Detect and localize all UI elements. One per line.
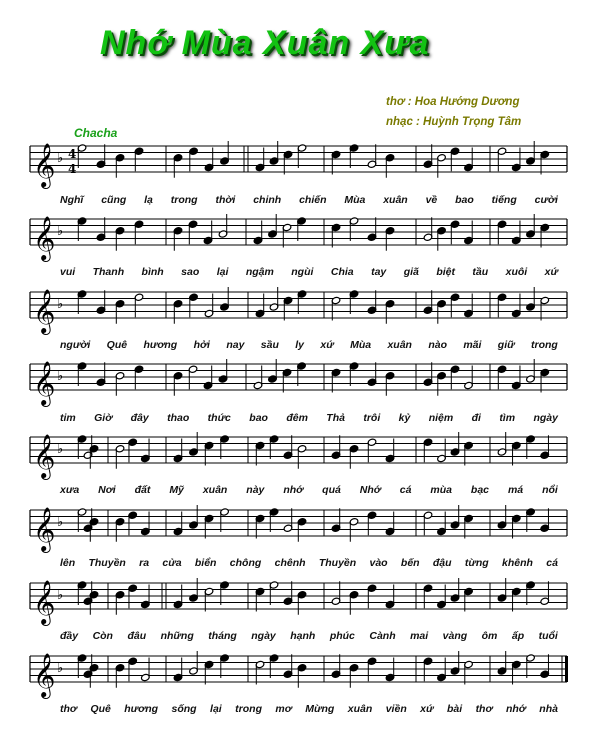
lyric-line — [60, 337, 558, 353]
lyric-syllable: vui — [60, 266, 76, 278]
lyric-syllable: từng — [464, 557, 489, 569]
lyric-syllable: Thuyền — [88, 557, 126, 569]
lyric-syllable: ấp — [511, 630, 525, 642]
lyric-syllable: này — [246, 484, 265, 496]
lyric-syllable: những — [160, 630, 194, 642]
poet-credit: thơ : Hoa Hướng Dương — [386, 96, 520, 108]
lyric-syllable: Thuyền — [318, 557, 357, 569]
lyric-syllable: đầy — [60, 630, 79, 642]
flat-icon: ♭ — [57, 588, 64, 603]
lyric-syllable: thời — [215, 194, 236, 206]
time-signature-bottom: 4 — [68, 162, 77, 176]
lyric-syllable: xứ — [544, 266, 558, 278]
lyric-syllable: đậu — [432, 557, 452, 569]
lyric-syllable: tiếng — [491, 194, 517, 206]
lyric-syllable: Giờ — [94, 412, 113, 424]
lyric-syllable: tháng — [208, 630, 237, 642]
lyric-syllable: Mừng — [305, 703, 335, 715]
lyric-syllable: hởi — [193, 339, 210, 351]
lyric-syllable: má — [507, 484, 524, 496]
flat-icon: ♭ — [57, 442, 64, 457]
song-title: Nhớ Mùa Xuân Xưa — [100, 24, 430, 62]
lyric-syllable: chông — [229, 557, 262, 569]
lyric-syllable: xuân — [387, 339, 412, 351]
lyric-syllable: chiến — [299, 194, 327, 206]
lyric-syllable: trong — [170, 194, 198, 206]
lyric-syllable: mãi — [463, 339, 482, 351]
lyric-syllable: mùa — [430, 484, 452, 496]
lyric-syllable: xuân — [383, 194, 408, 206]
treble-clef-icon: 𝄞 — [33, 434, 56, 478]
lyric-line — [60, 264, 558, 280]
lyric-syllable: Thanh — [92, 266, 125, 278]
lyric-syllable: nhà — [539, 703, 558, 715]
lyric-line — [60, 628, 558, 644]
lyric-syllable: bến — [400, 557, 420, 569]
treble-clef-icon: 𝄞 — [33, 216, 56, 260]
lyric-syllable: cá — [546, 557, 558, 569]
lyric-syllable: trong — [530, 339, 558, 351]
lyric-syllable: ly — [295, 339, 305, 351]
flat-icon: ♭ — [57, 515, 64, 530]
treble-clef-icon: 𝄞 — [33, 507, 56, 551]
lyric-syllable: lạ — [144, 194, 153, 206]
lyric-syllable: tầu — [472, 266, 489, 278]
lyric-line — [60, 410, 558, 426]
flat-icon: ♭ — [57, 297, 64, 312]
lyric-line — [60, 482, 558, 498]
lyric-syllable: chênh — [274, 557, 306, 569]
lyric-syllable: sao — [181, 266, 200, 278]
lyric-syllable: Mỹ — [169, 484, 184, 496]
lyric-syllable: ngày — [251, 630, 276, 642]
lyric-syllable: cá — [399, 484, 412, 496]
lyric-syllable: Nhớ — [359, 484, 381, 496]
lyric-syllable: ngùi — [291, 266, 314, 278]
lyric-line — [60, 192, 558, 208]
lyric-syllable: xuân — [202, 484, 228, 496]
flat-icon: ♭ — [57, 369, 64, 384]
lyric-syllable: xuôi — [505, 266, 528, 278]
lyric-syllable: Quê — [106, 339, 128, 351]
lyric-syllable: hương — [143, 339, 178, 351]
lyric-syllable: xuân — [347, 703, 373, 715]
lyric-syllable: lên — [60, 557, 76, 569]
lyric-syllable: tay — [371, 266, 387, 278]
lyric-syllable: về — [425, 194, 438, 206]
treble-clef-icon: 𝄞 — [33, 289, 56, 333]
lyric-syllable: Thả — [326, 412, 345, 424]
lyric-syllable: người — [60, 339, 91, 351]
lyric-syllable: chinh — [253, 194, 282, 206]
lyric-syllable: Mùa — [344, 194, 366, 206]
lyric-syllable: nổi — [542, 484, 558, 496]
lyric-syllable: mai — [410, 630, 429, 642]
lyric-syllable: giữ — [497, 339, 515, 351]
lyric-syllable: Cành — [369, 630, 396, 642]
lyric-syllable: Chia — [330, 266, 354, 278]
lyric-syllable: bình — [141, 266, 164, 278]
lyric-line — [60, 701, 558, 717]
lyric-syllable: quá — [322, 484, 341, 496]
lyric-syllable: cười — [534, 194, 558, 206]
lyric-syllable: Nơi — [98, 484, 116, 496]
final-barline-thick — [565, 656, 568, 682]
lyric-syllable: Mùa — [350, 339, 372, 351]
lyric-syllable: biệt — [436, 266, 455, 278]
lyric-syllable: đâu — [127, 630, 147, 642]
lyric-syllable: Còn — [92, 630, 113, 642]
lyric-syllable: ngậm — [245, 266, 274, 278]
lyric-syllable: lại — [210, 703, 222, 715]
lyric-syllable: đi — [471, 412, 481, 424]
lyric-syllable: nhớ — [283, 484, 304, 496]
lyric-syllable: ôm — [481, 630, 498, 642]
lyric-syllable: hương — [124, 703, 159, 715]
lyric-syllable: ra — [139, 557, 150, 569]
lyric-syllable: tìm — [499, 412, 516, 424]
lyric-syllable: xưa — [60, 484, 80, 496]
lyric-syllable: Nghĩ — [60, 194, 84, 206]
lyric-syllable: Quê — [90, 703, 111, 715]
lyric-syllable: hạnh — [290, 630, 316, 642]
lyric-syllable: sầu — [260, 339, 279, 351]
lyric-syllable: nào — [428, 339, 447, 351]
lyric-syllable: bao — [455, 194, 474, 206]
lyric-syllable: sống — [171, 703, 197, 715]
lyric-syllable: xứ — [420, 703, 434, 715]
lyric-syllable: giã — [403, 266, 419, 278]
lyric-syllable: niệm — [428, 412, 454, 424]
lyric-syllable: vàng — [442, 630, 468, 642]
lyric-syllable: thao — [167, 412, 190, 424]
lyric-syllable: đất — [134, 484, 151, 496]
tempo-style-label: Chacha — [74, 126, 118, 140]
lyric-line — [60, 555, 558, 571]
lyric-syllable: tim — [60, 412, 76, 424]
time-signature-top: 4 — [68, 147, 77, 161]
lyric-syllable: bài — [446, 703, 463, 715]
lyric-syllable: nhớ — [505, 703, 526, 715]
lyric-syllable: thức — [207, 412, 231, 424]
treble-clef-icon: 𝄞 — [33, 580, 56, 624]
lyric-syllable: lại — [216, 266, 229, 278]
composer-credit: nhạc : Huỳnh Trọng Tâm — [386, 116, 522, 128]
lyric-syllable: mơ — [275, 703, 292, 715]
lyric-syllable: trong — [235, 703, 262, 715]
treble-clef-icon: 𝄞 — [33, 143, 56, 187]
lyric-syllable: thơ — [475, 703, 493, 715]
flat-icon: ♭ — [57, 224, 64, 239]
lyric-syllable: cũng — [101, 194, 127, 206]
flat-icon: ♭ — [57, 151, 64, 166]
flat-icon: ♭ — [57, 661, 64, 676]
lyric-syllable: kỷ — [398, 412, 411, 424]
lyric-syllable: bao — [249, 412, 268, 424]
lyric-syllable: nay — [226, 339, 245, 351]
treble-clef-icon: 𝄞 — [33, 653, 56, 697]
lyric-syllable: thơ — [60, 703, 77, 715]
lyric-syllable: cửa — [162, 557, 182, 569]
lyric-syllable: vào — [369, 557, 388, 569]
lyric-syllable: ngày — [533, 412, 558, 424]
lyric-syllable: xứ — [320, 339, 334, 351]
lyric-syllable: viền — [385, 703, 407, 715]
treble-clef-icon: 𝄞 — [33, 361, 56, 405]
lyric-syllable: khênh — [502, 557, 533, 569]
lyric-syllable: bạc — [470, 484, 489, 496]
lyric-syllable: tuổi — [538, 630, 558, 642]
lyric-syllable: đêm — [286, 412, 308, 424]
lyric-syllable: biển — [194, 557, 217, 569]
lyric-syllable: đây — [130, 412, 149, 424]
lyric-syllable: trôi — [363, 412, 381, 424]
lyric-syllable: phúc — [329, 630, 355, 642]
